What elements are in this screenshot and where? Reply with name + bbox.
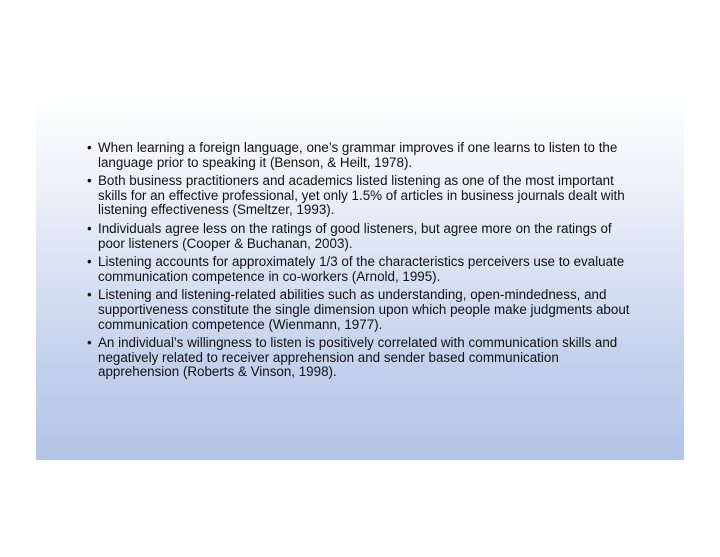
- bullet-dot-icon: •: [87, 173, 92, 189]
- bullet-text: Individuals agree less on the ratings of good listeners, but agree more on the ratings of poor listeners (Cooper & Buchanan, 2003).: [98, 220, 612, 251]
- bullet-dot-icon: •: [87, 254, 92, 270]
- slide-content-area: [36, 96, 684, 460]
- bullet-dot-icon: •: [87, 140, 92, 155]
- bullet-item: [88, 255, 638, 284]
- bullet-item: [88, 288, 638, 332]
- bullet-list: [88, 141, 638, 384]
- bullet-text: An individual’s willingness to listen is positively correlated with communication skills and negatively related to receiver apprehension and sender based communication apprehension (Roberts & Vinson, 1998).: [98, 335, 618, 380]
- bullet-item: [88, 336, 638, 380]
- bullet-text: Both business practitioners and academics listed listening as one of the most important skills for an effective professional, yet only 1.5% of articles in business journals dealt with listening effectiveness (Smeltzer, 1993).: [98, 173, 625, 218]
- bullet-item: [88, 222, 638, 251]
- bullet-dot-icon: •: [87, 335, 92, 351]
- bullet-item: [88, 141, 638, 170]
- bullet-dot-icon: •: [87, 220, 92, 236]
- bullet-item: [88, 174, 638, 218]
- bullet-text: When learning a foreign language, one’s grammar improves if one learns to listen to the language prior to speaking it (Benson, & Heilt, 1978).: [98, 140, 618, 170]
- bullet-text: Listening and listening-related abilities such as understanding, open-mindedness, and supportiveness constitute the single dimension upon which people make judgments about communication competence (Wienmann, 1977).: [98, 287, 630, 332]
- bullet-dot-icon: •: [87, 287, 92, 303]
- bullet-text: Listening accounts for approximately 1/3 of the characteristics perceivers use to evaluate communication competence in co-workers (Arnold, 1995).: [98, 254, 625, 284]
